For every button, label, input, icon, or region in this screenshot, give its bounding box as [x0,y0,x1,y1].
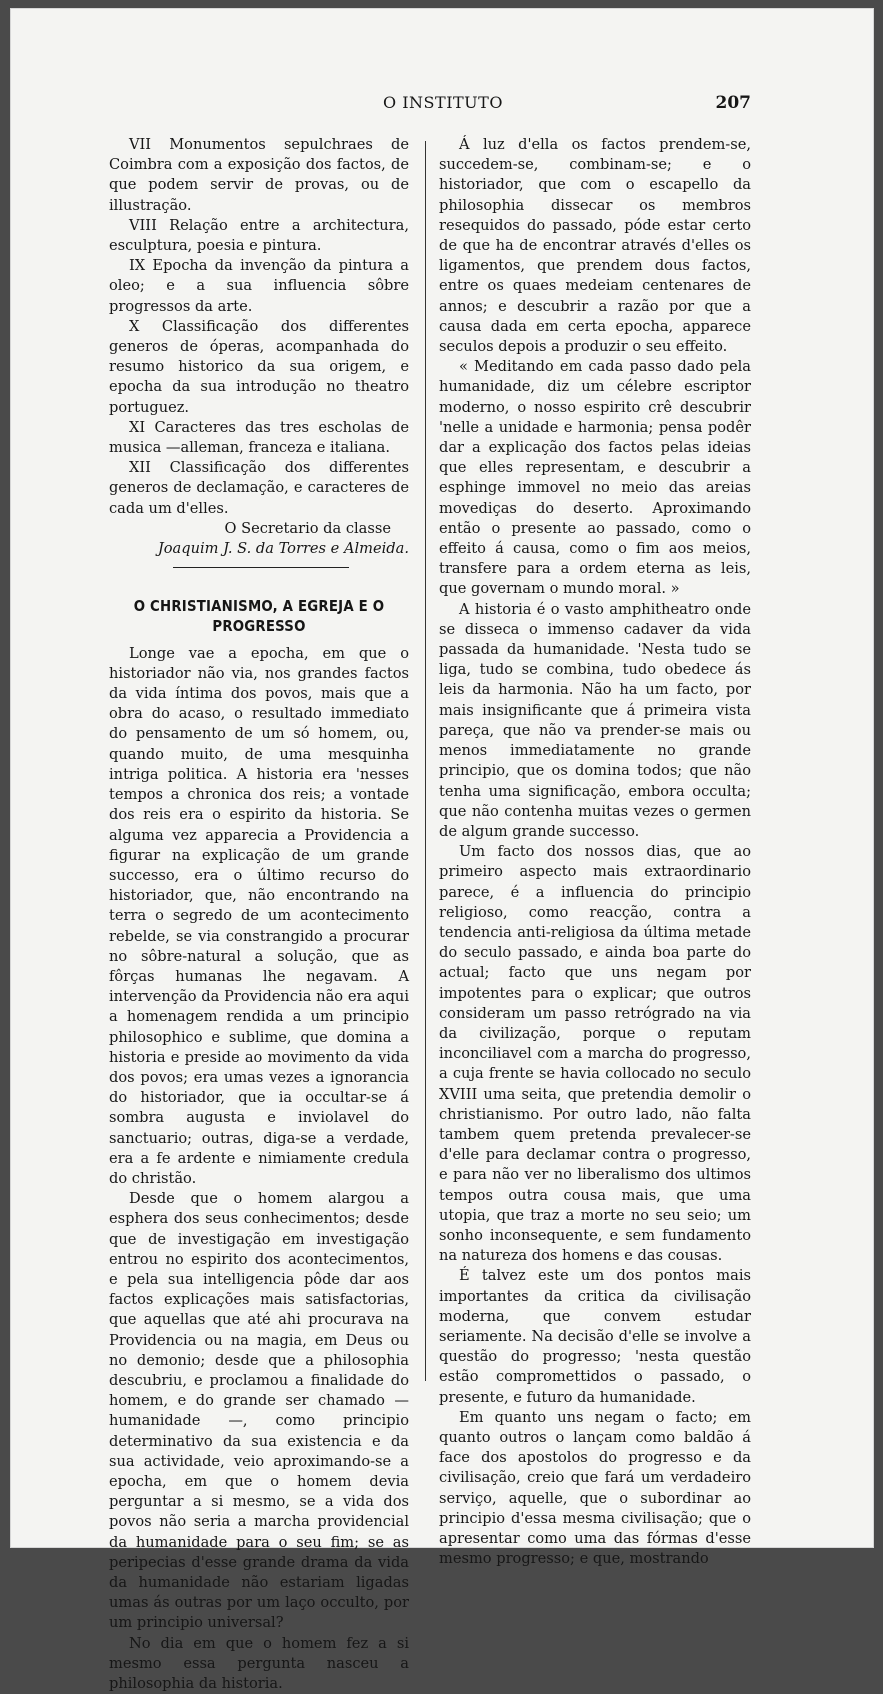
running-title: O INSTITUTO [383,93,503,112]
article-quote-paragraph: « Meditando em cada passo dado pela humanidade, diz um célebre escriptor moderno, o nosso espirito crê descubrir 'nelle a unidade e harmonia; pensa podêr dar a explicação dos factos pelas ideias que elles representam, e descubrir a esphinge immovel no meio das areias movediças do deserto. Aproximando então o presente ao passado, como o effeito á causa, como o fim aos meios, transfere para a ordem eterna as leis, que governam o mundo moral. » [439,358,751,598]
page-number: 207 [715,93,751,113]
bottom-margin [11,1381,875,1541]
article-paragraph: Em quanto uns negam o facto; em quanto outros o lançam como baldão á face dos apostolos do progresso e da civilisação, creio que fará um verdadeiro serviço, aquelle, que o subordinar ao principio d'essa mesma civilisação; que o apresentar como uma das fórmas d'esse mesmo progresso; e que, mostrando [439,1408,751,1568]
program-item-xii: XII Classificação dos differentes generos de declamação, e caracteres de cada um d'elles. [109,459,409,517]
signature-role: O Secretario da classe [224,519,391,537]
article-paragraph: Á luz d'ella os factos prendem-se, succedem-se, combinam-se; e o historiador, que com o escapello da philosophia dissecar os membros resequidos do passado, póde estar certo de que ha de encontrar através d'elles os ligamentos, que prendem dous factos, entre os quaes medeiam centenares de annos; e descubrir a razão por que a causa dada em certa epocha, apparece seculos depois a produzir o seu effeito. [439,136,751,356]
program-item-xi: XI Caracteres das tres escholas de musica —alleman, franceza e italiana. [109,418,409,457]
article-paragraph: Desde que o homem alargou a esphera dos seus conhecimentos; desde que de investigação em investigação entrou no espirito dos acontecimentos, e pela sua intelligencia pôde dar aos factos explicações mais satisfactorias, que aquellas que até ahi procurava na Providencia ou na magia, em Deus ou no demonio; desde que a philosophia descubriu, e proclamou a finalidade do homem, e do grande ser chamado — humanidade —, como principio determinativo da sua existencia e da sua actividade, veio aproximando-se a epocha, em que o homem devia perguntar a si mesmo, se a vida dos povos não seria a marcha providencial da humanidade para o seu fim; se as peripecias d'esse grande drama da vida da humanidade não estariam ligadas umas ás outras por um laço occulto, por um principio universal? [109,1190,409,1632]
column-divider-rule [425,141,426,1381]
scan-frame [10,8,874,1693]
program-item-viii: VIII Relação entre a architectura, esculptura, poesia e pintura. [109,216,409,255]
article-paragraph: Longe vae a epocha, em que o historiador não via, nos grandes factos da vida íntima dos povos, mais que a obra do acaso, o resultado immediato do pensamento de um só homem, ou, quando muito, de uma mesquinha intriga politica. A historia era 'nesses tempos a chronica dos reis; a vontade dos reis era o espirito da historia. Se alguma vez apparecia a Providencia a figurar na explicação de um grande successo, era o último recurso do historiador, que, não encontrando na terra o segredo de um acontecimento rebelde, se via constrangido a procurar no sôbre-natural a solução, que as fôrças humanas lhe negavam. A intervenção da Providencia não era aqui a homenagem rendida a um principio philosophico e sublime, que domina a historia e preside ao movimento da vida dos povos; era umas vezes a ignorancia do historiador, que ia occultar-se á sombra augusta e inviolavel do sanctuario; outras, diga-se a verdade, era a fe ardente e nimiamente credula do christão. [109,644,409,1187]
right-column [439,135,751,1569]
separator-rule [173,567,349,568]
article-paragraph: Um facto dos nossos dias, que ao primeiro aspecto mais extraordinario parece, é a influencia do principio religioso, como reacção, contra a tendencia anti-religiosa da última metade do seculo passado, e ainda boa parte do actual; facto que uns negam por impotentes para o explicar; que outros consideram um passo retrógrado na via da civilização, porque o reputam inconciliavel com a marcha do progresso, a cuja frente se havia collocado no seculo XVIII uma seita, que pretendia demolir o christianismo. Por outro lado, não falta tambem quem pretenda prevalecer-se d'elle para declamar contra o progresso, e para não ver no liberalismo dos ultimos tempos outra cousa mais, que uma utopia, que traz a morte no seu seio; um sonho inconsequente, e sem fundamento na natureza dos homens e das cousas. [439,843,751,1265]
article-paragraph: No dia em que o homem fez a si mesmo essa pergunta nasceu a philosophia da historia. [109,1634,409,1693]
signature-name: Joaquim J. S. da Torres e Almeida. [157,540,409,558]
article-title: O CHRISTIANISMO, A EGREJA E O PROGRESSO [133,598,385,636]
program-item-vii: VII Monumentos sepulchraes de Coimbra com a exposição dos factos, de que podem servir de provas, ou de illustração. [109,136,409,214]
article-paragraph: É talvez este um dos pontos mais importantes da critica da civilisação moderna, que convem estudar seriamente. Na decisão d'elle se involve a questão do progresso; 'nesta questão estão compromettidos o passado, o presente, e futuro da humanidade. [439,1267,751,1406]
section-separator [109,559,409,587]
program-item-ix: IX Epocha da invenção da pintura a oleo; e a sua influencia sôbre progressos da arte. [109,257,409,315]
program-item-x: X Classificação dos differentes generos de óperas, acompanhada do resumo historico da sua origem, e epocha da sua introdução no theatro portuguez. [109,317,409,416]
article-paragraph: A historia é o vasto amphitheatro onde se disseca o immenso cadaver da vida passada da humanidade. 'Nesta tudo se liga, tudo se combina, tudo obedece ás leis da harmonia. Não ha um facto, por mais insignificante que á primeira vista pareça, que não va prender-se mais ou menos immediatamente no grande principio, que os domina todos; que não tenha uma significação, embora occulta; que não contenha muitas vezes o germen de algum grande successo. [439,600,751,840]
document-page [10,8,874,1693]
